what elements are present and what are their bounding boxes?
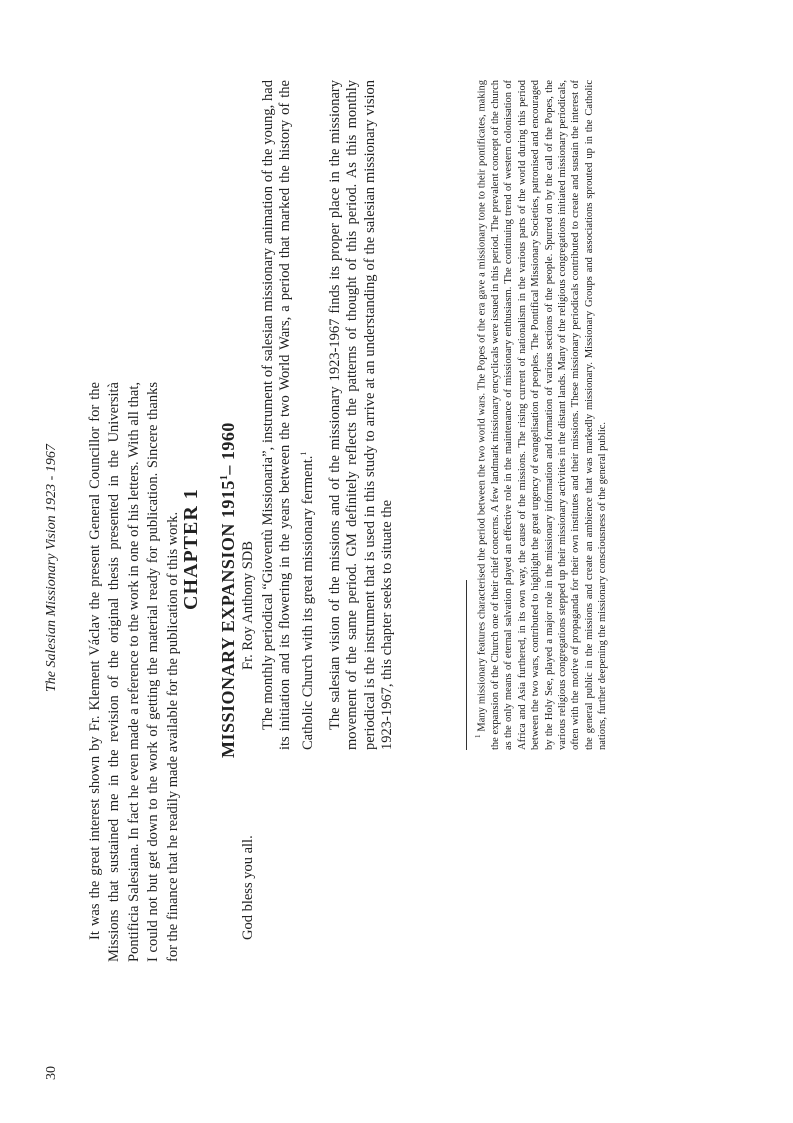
section-heading-note: 1 (219, 474, 230, 481)
preface-text (86, 382, 183, 962)
footnote-reference: 1 (298, 451, 308, 456)
page-number: 30 (44, 1066, 59, 1080)
body-paragraph-text: The monthly periodical “Gioventù Missionaria”, instrument of salesian missionary animation of the young, had its initiation and its flowering in the years between the two World Wars, a period that marked the history of the Catholic Church with its great missionary ferment. (260, 80, 316, 750)
chapter-body (260, 80, 407, 750)
running-title: The Salesian Missionary Vision 1923 - 1967 (44, 444, 59, 692)
right-page (180, 80, 760, 1080)
body-paragraph: The salesian vision of the missions and of the missionary 1923-1967 finds its proper place in the missionary movement of the same period. GM definitely reflects the patterns of thought of this period. As this monthly periodical is the instrument that is used in this study to arrive at an understanding of the salesian missionary vision 1923-1967, this chapter seeks to situate the (327, 80, 396, 750)
footnote-text: Many missionary features characterised the period between the two world wars. The Popes of the era gave a missionary tone to their pontificates, making the expansion of the Church one of their chief concerns. A few landmark missionary encyclicals were issued in this period. The prevalent concept of the church as the only means of eternal salvation played an effective role in the maintenance of missionary enthusiasm. The continuing trend of western colonisation of Africa and Asia furthered, in its own way, the cause of the missions. The rising current of nationalism in the various parts of the world during this period between the two wars, contributed to highlight the great urgency of evangelisation of peoples. The Pontifical Missionary Societies, patronised and encouraged by the Holy See, played a major role in the missionary information and formation of various sections of the people. Spurred on by the call of the Popes, the various religious congregations stepped up their missionary activities in the distant lands. Many of the religious congregations initiated missionary periodicals, often with the motive of propaganda for their own institutes and their missions. These missionary periodicals contributed to create and sustain the interest of the general public in the missions and create an ambience that was markedly missionary. Missionary Groups and associations sprouted up in the Catholic nations, further deepening the missionary consciousness of the general public. (476, 80, 609, 750)
section-heading (218, 422, 239, 758)
body-paragraph (260, 80, 317, 750)
closing-blessing: God bless you all. (240, 835, 256, 940)
chapter-heading: CHAPTER 1 (180, 488, 202, 610)
preface-paragraph: It was the great interest shown by Fr. Klement Václav the present General Councillor for the Missions that sustained me in the revision of the original thesis presented in the Università Pontificia Salesiana. In fact he even made a reference to the work in one of his letters. With all that, I could not but get down to the work of getting the material ready for publication. Sincere thanks for the finance that he readily made available for the publication of this work. (87, 382, 181, 962)
running-head (40, 50, 66, 1080)
footnote-divider (466, 580, 467, 750)
section-heading-text: MISSIONARY EXPANSION 1915 (218, 480, 238, 758)
footnote-number: 1 (474, 734, 482, 738)
footnote (472, 80, 610, 750)
section-heading-end: – 1960 (218, 422, 238, 475)
author-signature: Fr. Roy Anthony SDB (240, 541, 256, 670)
